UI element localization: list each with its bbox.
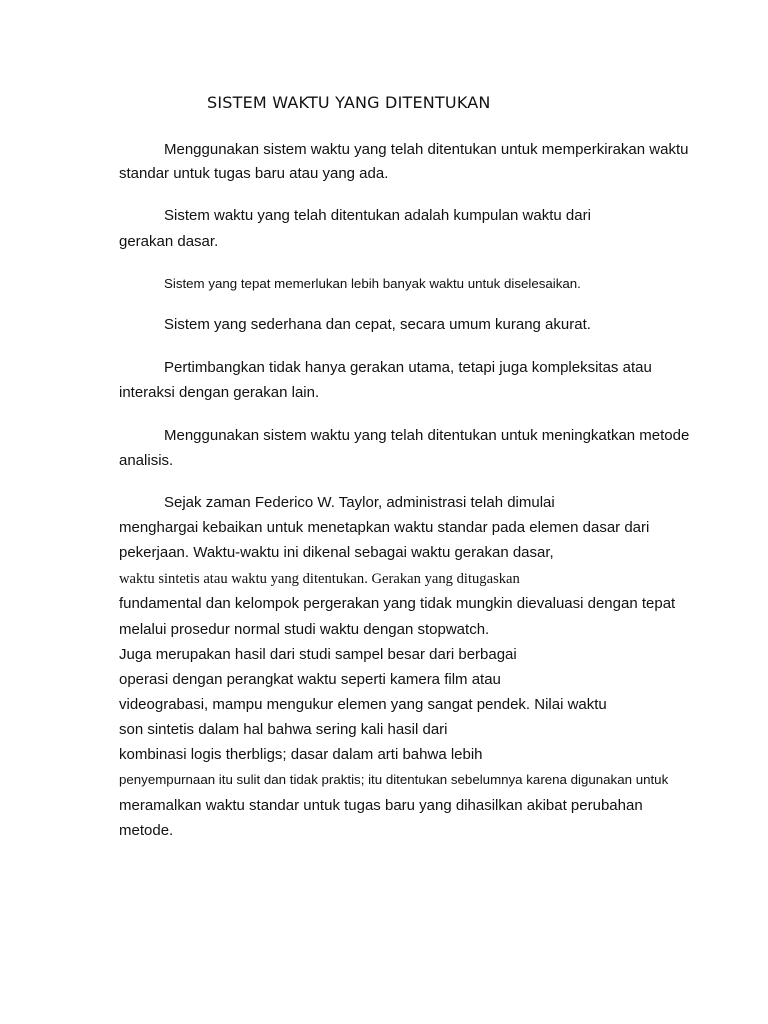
paragraph-line: Pertimbangkan tidak hanya gerakan utama, tetapi juga kompleksitas atau [164,359,652,376]
paragraph-line: Juga merupakan hasil dari studi sampel besar dari berbagai [119,646,517,663]
paragraph-line: metode. [119,822,174,839]
paragraph-line: Sistem yang tepat memerlukan lebih banyak waktu untuk diselesaikan. [164,276,581,291]
paragraph-line: penyempurnaan itu sulit dan tidak praktis; itu ditentukan sebelumnya karena digunakan untuk [119,772,669,787]
paragraph-line: Sistem yang sederhana dan cepat, secara umum kurang akurat. [164,316,591,333]
paragraph-line: Menggunakan sistem waktu yang telah ditentukan untuk meningkatkan metode [164,427,690,444]
paragraph-line: gerakan dasar. [119,233,219,250]
paragraph-line: standar untuk tugas baru atau yang ada. [119,165,389,182]
paragraph-line: videograbasi, mampu mengukur elemen yang sangat pendek. Nilai waktu [119,696,607,713]
paragraph-line: fundamental dan kelompok pergerakan yang tidak mungkin dievaluasi dengan tepat [119,595,676,612]
paragraph-line: kombinasi logis therbligs; dasar dalam arti bahwa lebih [119,746,483,763]
paragraph-line: interaksi dengan gerakan lain. [119,384,320,401]
paragraph-line: waktu sintetis atau waktu yang ditentukan. Gerakan yang ditugaskan [119,571,520,587]
document-title: SISTEM WAKTU YANG DITENTUKAN [207,93,491,112]
paragraph-line: analisis. [119,452,174,469]
paragraph-line: operasi dengan perangkat waktu seperti kamera film atau [119,671,501,688]
paragraph-line: melalui prosedur normal studi waktu dengan stopwatch. [119,621,490,638]
paragraph-line: meramalkan waktu standar untuk tugas baru yang dihasilkan akibat perubahan [119,797,643,814]
paragraph-line: Sejak zaman Federico W. Taylor, administrasi telah dimulai [164,494,555,511]
paragraph-line: son sintetis dalam hal bahwa sering kali hasil dari [119,721,448,738]
paragraph-line: Menggunakan sistem waktu yang telah ditentukan untuk memperkirakan waktu [164,141,689,158]
paragraph-line: pekerjaan. Waktu-waktu ini dikenal sebagai waktu gerakan dasar, [119,544,554,561]
paragraph-line: menghargai kebaikan untuk menetapkan waktu standar pada elemen dasar dari [119,519,650,536]
paragraph-line: Sistem waktu yang telah ditentukan adalah kumpulan waktu dari [164,207,591,224]
